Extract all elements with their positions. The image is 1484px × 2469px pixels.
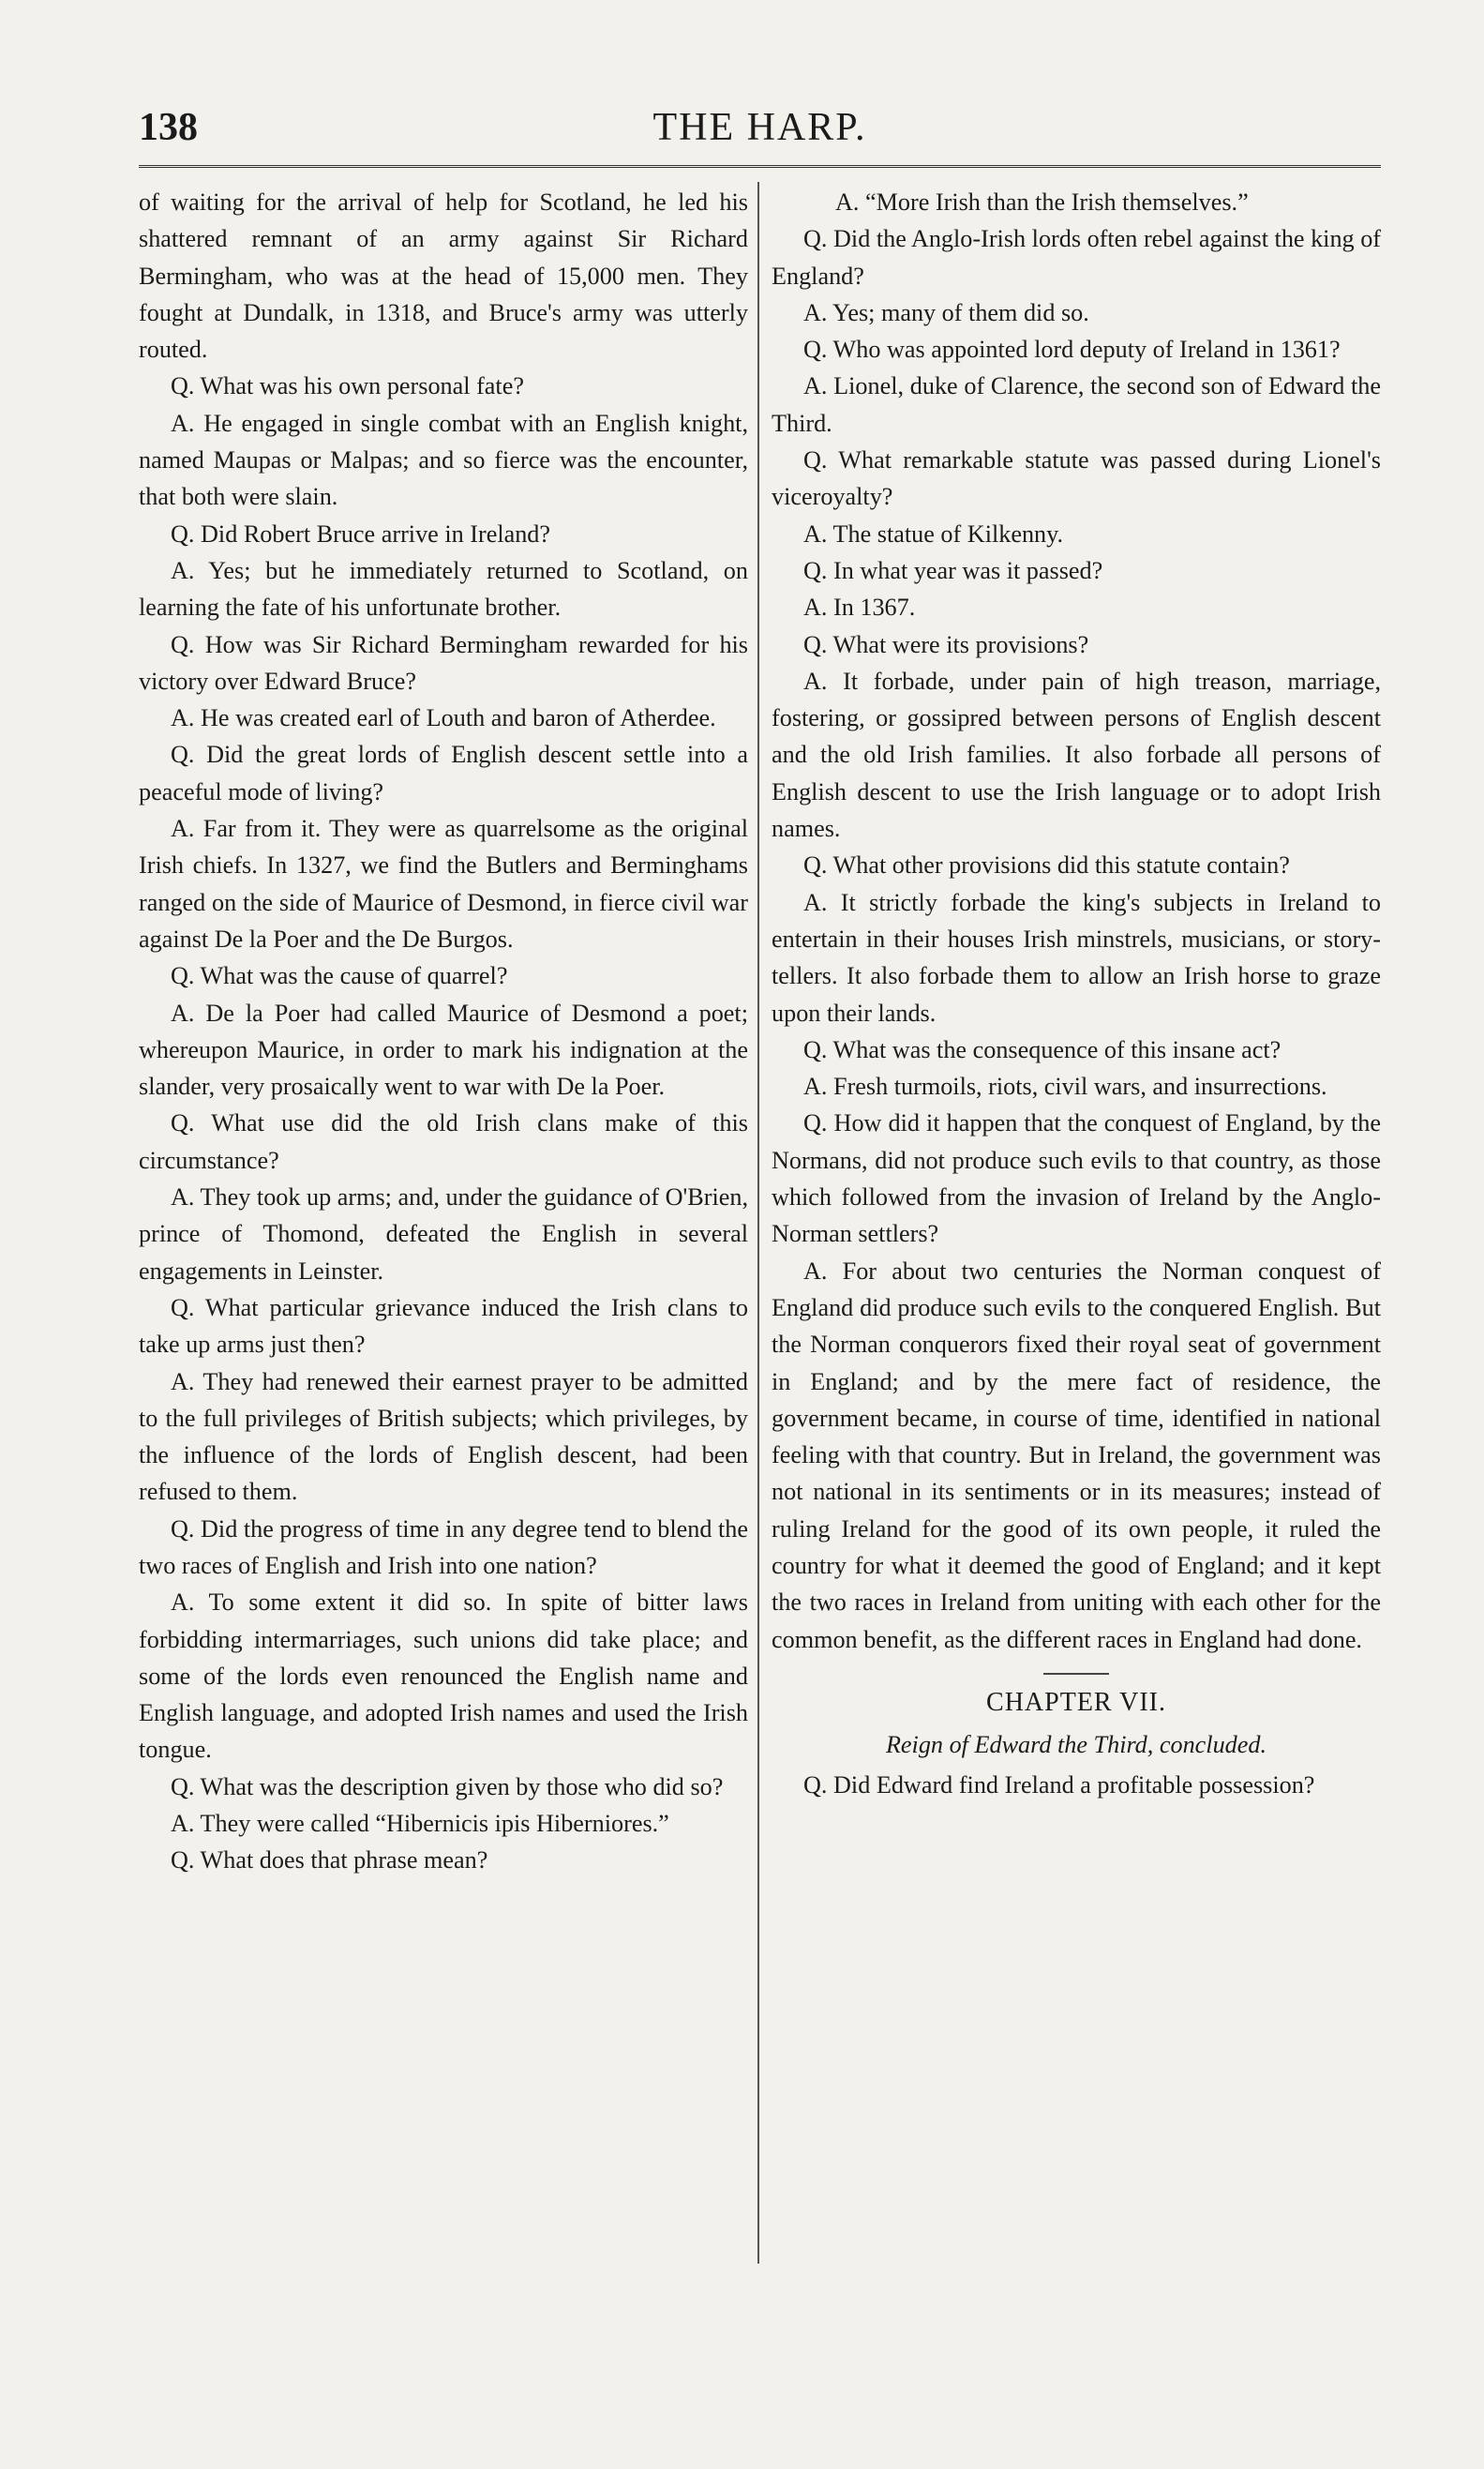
- paragraph: A. To some extent it did so. In spite of bitter laws forbidding intermarriages, such unions did take place; and some of the lords even renounced the English name and English language, and adopted Irish names and used the Irish tongue.: [139, 1588, 748, 1764]
- paragraph: A. The statue of Kilkenny.: [803, 519, 1064, 548]
- paragraph: Q. What particular grievance induced the Irish clans to take up arms just then?: [139, 1293, 748, 1359]
- paragraph: Q. Did the great lords of English descent settle into a peaceful mode of living?: [139, 741, 748, 805]
- paragraph: A. Lionel, duke of Clarence, the second son of Edward the Third.: [772, 372, 1381, 437]
- paragraph: Q. Did Edward find Ireland a profitable possession?: [803, 1771, 1315, 1799]
- page-header: [139, 105, 1381, 161]
- paragraph: A. They took up arms; and, under the guidance of O'Brien, prince of Thomond, defeated the English in several engagements in Leinster.: [139, 1183, 748, 1285]
- paragraph: Q. What were its provisions?: [803, 630, 1089, 658]
- header-rule: [139, 165, 1381, 168]
- paragraph: Q. How did it happen that the conquest of England, by the Normans, did not produce such evils to that country, as those which followed from the invasion of Ireland by the Anglo-Norman settlers?: [772, 1109, 1381, 1248]
- running-title: THE HARP.: [652, 106, 867, 149]
- paragraph: A. “More Irish than the Irish themselves.”: [835, 188, 1249, 216]
- page-number: 138: [139, 106, 198, 149]
- paragraph: Q. What remarkable statute was passed during Lionel's viceroyalty?: [772, 446, 1381, 511]
- paragraph: A. They were called “Hibernicis ipis Hiberniores.”: [171, 1810, 669, 1838]
- paragraph: Q. Did the progress of time in any degree tend to blend the two races of English and Irish into one nation?: [139, 1514, 748, 1579]
- paragraph: Q. What was the consequence of this insane act?: [803, 1035, 1282, 1063]
- column-divider: [757, 182, 759, 2264]
- paragraph: A. It strictly forbade the king's subjects in Ireland to entertain in their houses Irish minstrels, musicians, or story-tellers. It also forbade them to allow an Irish horse to graze upon their lands.: [772, 888, 1381, 1027]
- chapter-heading: CHAPTER VII.: [986, 1687, 1166, 1717]
- paragraph: Q. In what year was it passed?: [803, 556, 1103, 584]
- paragraph: A. For about two centuries the Norman conquest of England did produce such evils to the conquered English. But the Norman conquerors fixed their royal seat of government in England; and by the mere fact of residence, the government became, in course of time, identified in national feeling with that country. But in Ireland, the government was not national in its sentiments or in its measures; instead of ruling Ireland for the good of its own people, it ruled the country for what it deemed the good of England; and it kept the two races in Ireland from uniting with each other for the common benefit, as the different races in England had done.: [772, 1257, 1381, 1653]
- paragraph: A. It forbade, under pain of high treason, marriage, fostering, or gossipred between persons of English descent and the old Irish families. It also forbade all persons of English descent to use the Irish language or to adopt Irish names.: [772, 667, 1381, 843]
- paragraph: Q. What use did the old Irish clans make of this circumstance?: [139, 1109, 748, 1174]
- paragraph: A. Yes; but he immediately returned to Scotland, on learning the fate of his unfortunate brother.: [139, 556, 748, 622]
- paragraph: Q. How was Sir Richard Bermingham rewarded for his victory over Edward Bruce?: [139, 630, 748, 695]
- right-column: [772, 184, 1381, 1804]
- paragraph: Q. Who was appointed lord deputy of Ireland in 1361?: [803, 336, 1341, 364]
- paragraph: A. He was created earl of Louth and baron of Atherdee.: [171, 704, 716, 732]
- paragraph: Q. What was the cause of quarrel?: [171, 962, 508, 990]
- chapter-subtitle: Reign of Edward the Third, concluded.: [885, 1731, 1267, 1759]
- paragraph: Q. Did the Anglo-Irish lords often rebel against the king of England?: [772, 225, 1382, 290]
- paragraph: A. In 1367.: [803, 594, 916, 622]
- paragraph-continuation: of waiting for the arrival of help for Scotland, he led his shattered remnant of an army against Sir Richard Bermingham, who was at the head of 15,000 men. They fought at Dundalk, in 1318, and Bruce's army was utterly routed.: [139, 188, 748, 364]
- paragraph: A. Far from it. They were as quarrelsome as the original Irish chiefs. In 1327, we find the Butlers and Berminghams ranged on the side of Maurice of Desmond, in fierce civil war against De la Poer and the De Burgos.: [139, 815, 748, 953]
- paragraph: A. De la Poer had called Maurice of Desmond a poet; whereupon Maurice, in order to mark his indignation at the slander, very prosaically went to war with De la Poer.: [139, 999, 748, 1101]
- paragraph: A. They had renewed their earnest prayer to be admitted to the full privileges of British subjects; which privileges, by the influence of the lords of English descent, had been refused to them.: [139, 1367, 748, 1506]
- paragraph: A. Fresh turmoils, riots, civil wars, and insurrections.: [803, 1073, 1327, 1101]
- paragraph: Q. What was his own personal fate?: [171, 372, 524, 400]
- paragraph: Q. What other provisions did this statute contain?: [803, 851, 1290, 880]
- paragraph: Q. What does that phrase mean?: [171, 1846, 488, 1874]
- paragraph: Q. What was the description given by those who did so?: [171, 1772, 724, 1800]
- paragraph: Q. Did Robert Bruce arrive in Ireland?: [171, 519, 551, 548]
- paragraph: A. He engaged in single combat with an English knight, named Maupas or Malpas; and so fierce was the encounter, that both were slain.: [139, 409, 748, 511]
- chapter-rule: [1043, 1673, 1109, 1675]
- left-column: [139, 184, 748, 1879]
- paragraph: A. Yes; many of them did so.: [803, 298, 1089, 326]
